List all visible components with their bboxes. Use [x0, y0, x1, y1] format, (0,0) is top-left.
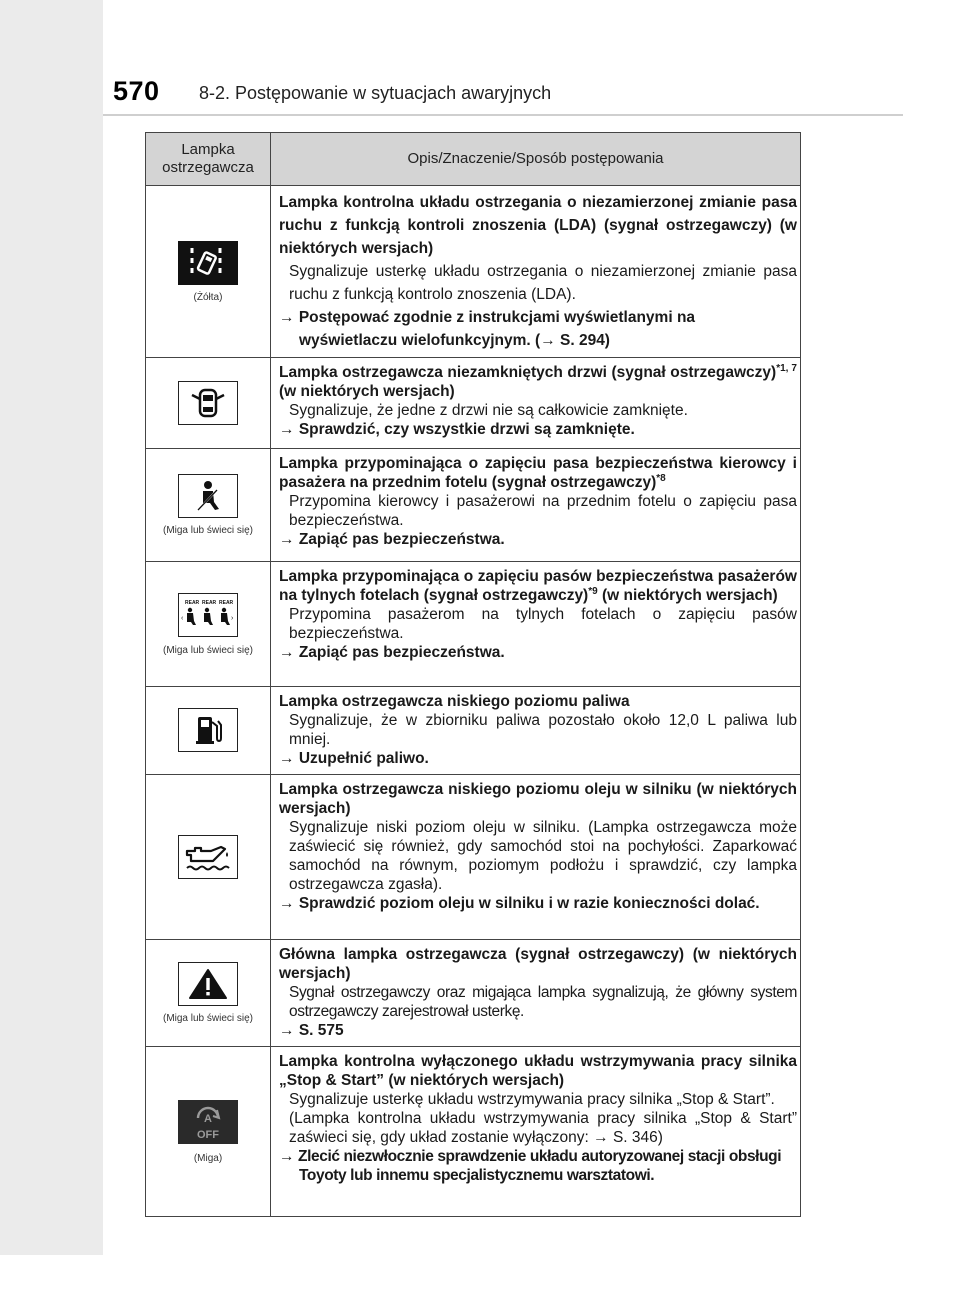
table-row [146, 562, 801, 687]
lamp-caption: (Miga) [193, 1152, 223, 1164]
lamp-caption: (Miga lub świeci się) [162, 1013, 254, 1024]
row-description: Sygnalizuje, że jedne z drzwi nie są całkowicie zamknięte. [289, 402, 688, 419]
svg-text:REAR: REAR [202, 599, 217, 606]
row-title: Lampka przypominająca o zapięciu pasów bezpieczeństwa pasażerów na tylnych fotelach (sygnał ostrzegawczy)$^{*9}$ (w niektórych wersjach) [279, 568, 797, 604]
row-action: → Zapiąć pas bezpieczeństwa. [279, 531, 505, 548]
row-action: → Uzupełnić paliwo. [279, 750, 429, 767]
row-title: Lampka przypominająca o zapięciu pasa bezpieczeństwa kierowcy i pasażera na przednim fotelu (sygnał ostrzegawczy)$^{*8}$ [279, 455, 797, 491]
table-row [146, 687, 801, 775]
header-divider [103, 114, 903, 116]
table-header-row [146, 133, 801, 186]
table-row [146, 449, 801, 562]
svg-text:A: A [204, 1112, 212, 1125]
row-action: → Zlecić niezwłocznie sprawdzenie układu autoryzowanej stacji obsługi Toyoty lub innemu specjalistycznemu warsztatowi. [279, 1148, 782, 1184]
master-warning-icon [178, 962, 238, 1006]
row-title: Lampka ostrzegawcza niskiego poziomu oleju w silniku (w niektórych wersjach) [279, 781, 797, 817]
row-description: Sygnalizuje usterkę układu wstrzymywania pracy silnika „Stop & Start”. [289, 1091, 775, 1108]
row-note: (Lampka kontrolna układu wstrzymywania pracy silnika „Stop & Start” zaświeci się, gdy układ zostanie wyłączony: → S. 346) [289, 1110, 797, 1146]
svg-text:REAR: REAR [219, 599, 234, 606]
row-description: Przypomina kierowcy i pasażerowi na przednim fotelu o zapięciu pasa bezpieczeństwa. [289, 493, 797, 529]
column-header-description: Opis/Znaczenie/Sposób postępowania [271, 133, 801, 186]
table-row [146, 358, 801, 449]
page-header [103, 76, 903, 114]
lamp-caption: (Miga lub świeci się) [162, 525, 254, 536]
row-description: Sygnał ostrzegawczy oraz migająca lampka sygnalizują, że główny system ostrzegawczy zarejestrował usterkę. [289, 984, 797, 1020]
row-description: Przypomina pasażerom na tylnych fotelach o zapięciu pasów bezpieczeństwa. [289, 606, 797, 642]
warning-lights-table [145, 132, 801, 1217]
page-number: 570 [113, 76, 160, 106]
oil-can-icon [178, 835, 238, 879]
table-row [146, 186, 801, 358]
row-description: Sygnalizuje usterkę układu ostrzegania o niezamierzonej zmianie pasa ruchu z funkcją kontrolo znoszenia (LDA). [289, 263, 797, 303]
lamp-caption: (Żółta) [193, 291, 223, 303]
rear-seatbelt-icon [178, 593, 238, 637]
row-title: Lampka ostrzegawcza niezamkniętych drzwi (sygnał ostrzegawczy)$^{*1, 7}$ (w niektórych wersjach) [279, 362, 797, 400]
svg-text:‹: ‹ [181, 614, 184, 622]
row-action: → Sprawdzić, czy wszystkie drzwi są zamknięte. [279, 421, 635, 438]
row-title: Główna lampka ostrzegawcza (sygnał ostrzegawczy) (w niektórych wersjach) [279, 946, 797, 982]
column-header-lamp: Lampka ostrzegawcza [146, 133, 271, 186]
table-row [146, 775, 801, 940]
table-row [146, 1047, 801, 1217]
section-title: 8-2. Postępowanie w sytuacjach awaryjnych [199, 83, 552, 103]
lane-departure-icon [178, 241, 238, 285]
row-title: Lampka kontrolna układu ostrzegania o niezamierzonej zmianie pasa ruchu z funkcją kontroli znoszenia (LDA) (sygnał ostrzegawczy) (w niektórych wersjach) [279, 194, 797, 257]
table-row [146, 940, 801, 1047]
row-action: → Zapiąć pas bezpieczeństwa. [279, 644, 505, 661]
stop-start-off-icon [178, 1100, 238, 1144]
svg-text:REAR: REAR [185, 599, 200, 606]
row-action: → Sprawdzić poziom oleju w silniku i w razie konieczności dolać. [279, 895, 760, 912]
page-margin-band [0, 0, 103, 1255]
svg-text:›: › [231, 614, 234, 622]
fuel-pump-icon [178, 708, 238, 752]
row-action: → Postępować zgodnie z instrukcjami wyświetlanymi na wyświetlaczu wielofunkcyjnym. (→ S. 294) [279, 309, 696, 349]
row-title: Lampka kontrolna wyłączonego układu wstrzymywania pracy silnika „Stop & Start” (w niektórych wersjach) [279, 1053, 797, 1089]
row-description: Sygnalizuje niski poziom oleju w silniku. (Lampka ostrzegawcza może zaświecić się również, gdy samochód stoi na pochyłości. Zaparkować samochód na równym, poziomym podłożu i sprawdzić, czy lampka ostrzegawcza zgasła). [289, 819, 797, 893]
door-open-icon [178, 381, 238, 425]
row-action: → S. 575 [279, 1022, 344, 1039]
lamp-caption: (Miga lub świeci się) [162, 644, 254, 656]
row-title: Lampka ostrzegawcza niskiego poziomu paliwa [279, 693, 630, 710]
seatbelt-icon [178, 474, 238, 518]
row-description: Sygnalizuje, że w zbiorniku paliwa pozostało około 12,0 L paliwa lub mniej. [289, 712, 797, 748]
svg-text:OFF: OFF [197, 1128, 219, 1141]
